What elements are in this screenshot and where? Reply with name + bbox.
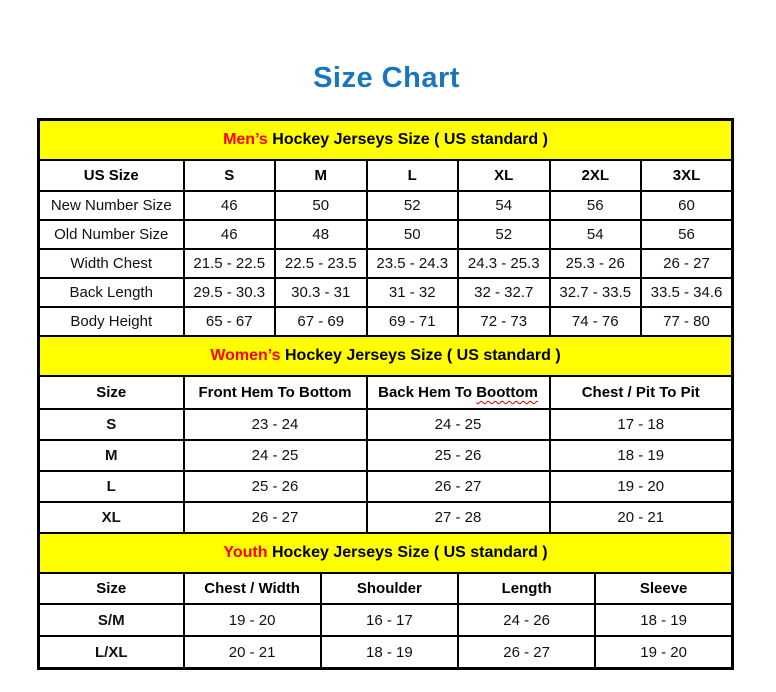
row-label: New Number Size	[39, 191, 184, 220]
size-value-cell: 77 - 80	[641, 307, 733, 336]
size-value-cell: 20 - 21	[184, 636, 321, 669]
size-value-cell: 52	[367, 191, 459, 220]
size-value-cell: 23 - 24	[184, 409, 367, 440]
row-label: S/M	[39, 604, 184, 636]
table-row	[39, 278, 733, 307]
size-value-cell: 54	[458, 191, 550, 220]
size-value-cell: 67 - 69	[275, 307, 367, 336]
size-value-cell: 17 - 18	[550, 409, 733, 440]
womens-section-header-row	[39, 336, 733, 376]
column-header: M	[275, 160, 367, 191]
column-header: US Size	[39, 160, 184, 191]
column-header: XL	[458, 160, 550, 191]
mens-column-header-row	[39, 160, 733, 191]
size-value-cell: 65 - 67	[184, 307, 276, 336]
youth-column-header-row	[39, 573, 733, 604]
size-value-cell: 32 - 32.7	[458, 278, 550, 307]
column-header-text: Back Hem To	[378, 384, 477, 401]
size-value-cell: 26 - 27	[641, 249, 733, 278]
column-header: Size	[39, 573, 184, 604]
column-header: Chest / Width	[184, 573, 321, 604]
youth-section-header	[39, 533, 733, 573]
mens-section-header	[39, 120, 733, 161]
row-label: Back Length	[39, 278, 184, 307]
size-value-cell: 25 - 26	[184, 471, 367, 502]
size-value-cell: 31 - 32	[367, 278, 459, 307]
column-header: Size	[39, 376, 184, 409]
column-header: L	[367, 160, 459, 191]
size-value-cell: 69 - 71	[367, 307, 459, 336]
womens-section-title-rest: Hockey Jerseys Size ( US standard )	[280, 347, 561, 364]
table-row	[39, 409, 733, 440]
size-value-cell: 20 - 21	[550, 502, 733, 533]
size-value-cell: 50	[367, 220, 459, 249]
size-value-cell: 60	[641, 191, 733, 220]
size-value-cell: 25 - 26	[367, 440, 550, 471]
table-row	[39, 471, 733, 502]
mens-section-header-row	[39, 120, 733, 161]
womens-section-header	[39, 336, 733, 376]
youth-section-header-row	[39, 533, 733, 573]
size-value-cell: 32.7 - 33.5	[550, 278, 642, 307]
size-value-cell: 54	[550, 220, 642, 249]
table-row	[39, 440, 733, 471]
column-header: Front Hem To Bottom	[184, 376, 367, 409]
size-value-cell: 46	[184, 220, 276, 249]
size-value-cell: 56	[550, 191, 642, 220]
row-label: L/XL	[39, 636, 184, 669]
column-header: Length	[458, 573, 595, 604]
size-value-cell: 29.5 - 30.3	[184, 278, 276, 307]
mens-section-title-rest: Hockey Jerseys Size ( US standard )	[267, 131, 548, 148]
table-row	[39, 502, 733, 533]
table-row	[39, 307, 733, 336]
size-value-cell: 21.5 - 22.5	[184, 249, 276, 278]
size-value-cell: 18 - 19	[595, 604, 732, 636]
size-value-cell: 25.3 - 26	[550, 249, 642, 278]
size-value-cell: 19 - 20	[595, 636, 732, 669]
row-label: Old Number Size	[39, 220, 184, 249]
table-row	[39, 604, 733, 636]
mens-section-title-highlight: Men’s	[223, 131, 268, 148]
size-value-cell: 26 - 27	[458, 636, 595, 669]
size-value-cell: 74 - 76	[550, 307, 642, 336]
size-value-cell: 16 - 17	[321, 604, 458, 636]
row-label: L	[39, 471, 184, 502]
column-header: Sleeve	[595, 573, 732, 604]
column-header	[367, 376, 550, 409]
size-value-cell: 33.5 - 34.6	[641, 278, 733, 307]
table-row	[39, 191, 733, 220]
womens-section-title-highlight: Women’s	[210, 347, 281, 364]
size-value-cell: 24 - 25	[367, 409, 550, 440]
column-header: 3XL	[641, 160, 733, 191]
size-value-cell: 19 - 20	[550, 471, 733, 502]
row-label: S	[39, 409, 184, 440]
size-value-cell: 48	[275, 220, 367, 249]
size-value-cell: 72 - 73	[458, 307, 550, 336]
row-label: Body Height	[39, 307, 184, 336]
youth-section-title-rest: Hockey Jerseys Size ( US standard )	[267, 544, 548, 561]
table-row	[39, 636, 733, 669]
size-value-cell: 46	[184, 191, 276, 220]
row-label: M	[39, 440, 184, 471]
column-header: Chest / Pit To Pit	[550, 376, 733, 409]
size-value-cell: 30.3 - 31	[275, 278, 367, 307]
table-row	[39, 220, 733, 249]
size-value-cell: 26 - 27	[367, 471, 550, 502]
row-label: Width Chest	[39, 249, 184, 278]
row-label: XL	[39, 502, 184, 533]
column-header: Shoulder	[321, 573, 458, 604]
size-value-cell: 56	[641, 220, 733, 249]
womens-column-header-row	[39, 376, 733, 409]
misspelled-word: Boottom	[476, 384, 538, 401]
size-chart-table	[37, 118, 734, 670]
table-row	[39, 249, 733, 278]
size-value-cell: 22.5 - 23.5	[275, 249, 367, 278]
size-value-cell: 18 - 19	[550, 440, 733, 471]
column-header: S	[184, 160, 276, 191]
size-value-cell: 50	[275, 191, 367, 220]
column-header: 2XL	[550, 160, 642, 191]
page-title: Size Chart	[313, 62, 460, 94]
size-value-cell: 24.3 - 25.3	[458, 249, 550, 278]
size-value-cell: 52	[458, 220, 550, 249]
size-value-cell: 19 - 20	[184, 604, 321, 636]
youth-section-title-highlight: Youth	[223, 544, 268, 561]
size-value-cell: 18 - 19	[321, 636, 458, 669]
size-value-cell: 24 - 25	[184, 440, 367, 471]
size-value-cell: 27 - 28	[367, 502, 550, 533]
size-value-cell: 24 - 26	[458, 604, 595, 636]
size-value-cell: 26 - 27	[184, 502, 367, 533]
size-value-cell: 23.5 - 24.3	[367, 249, 459, 278]
